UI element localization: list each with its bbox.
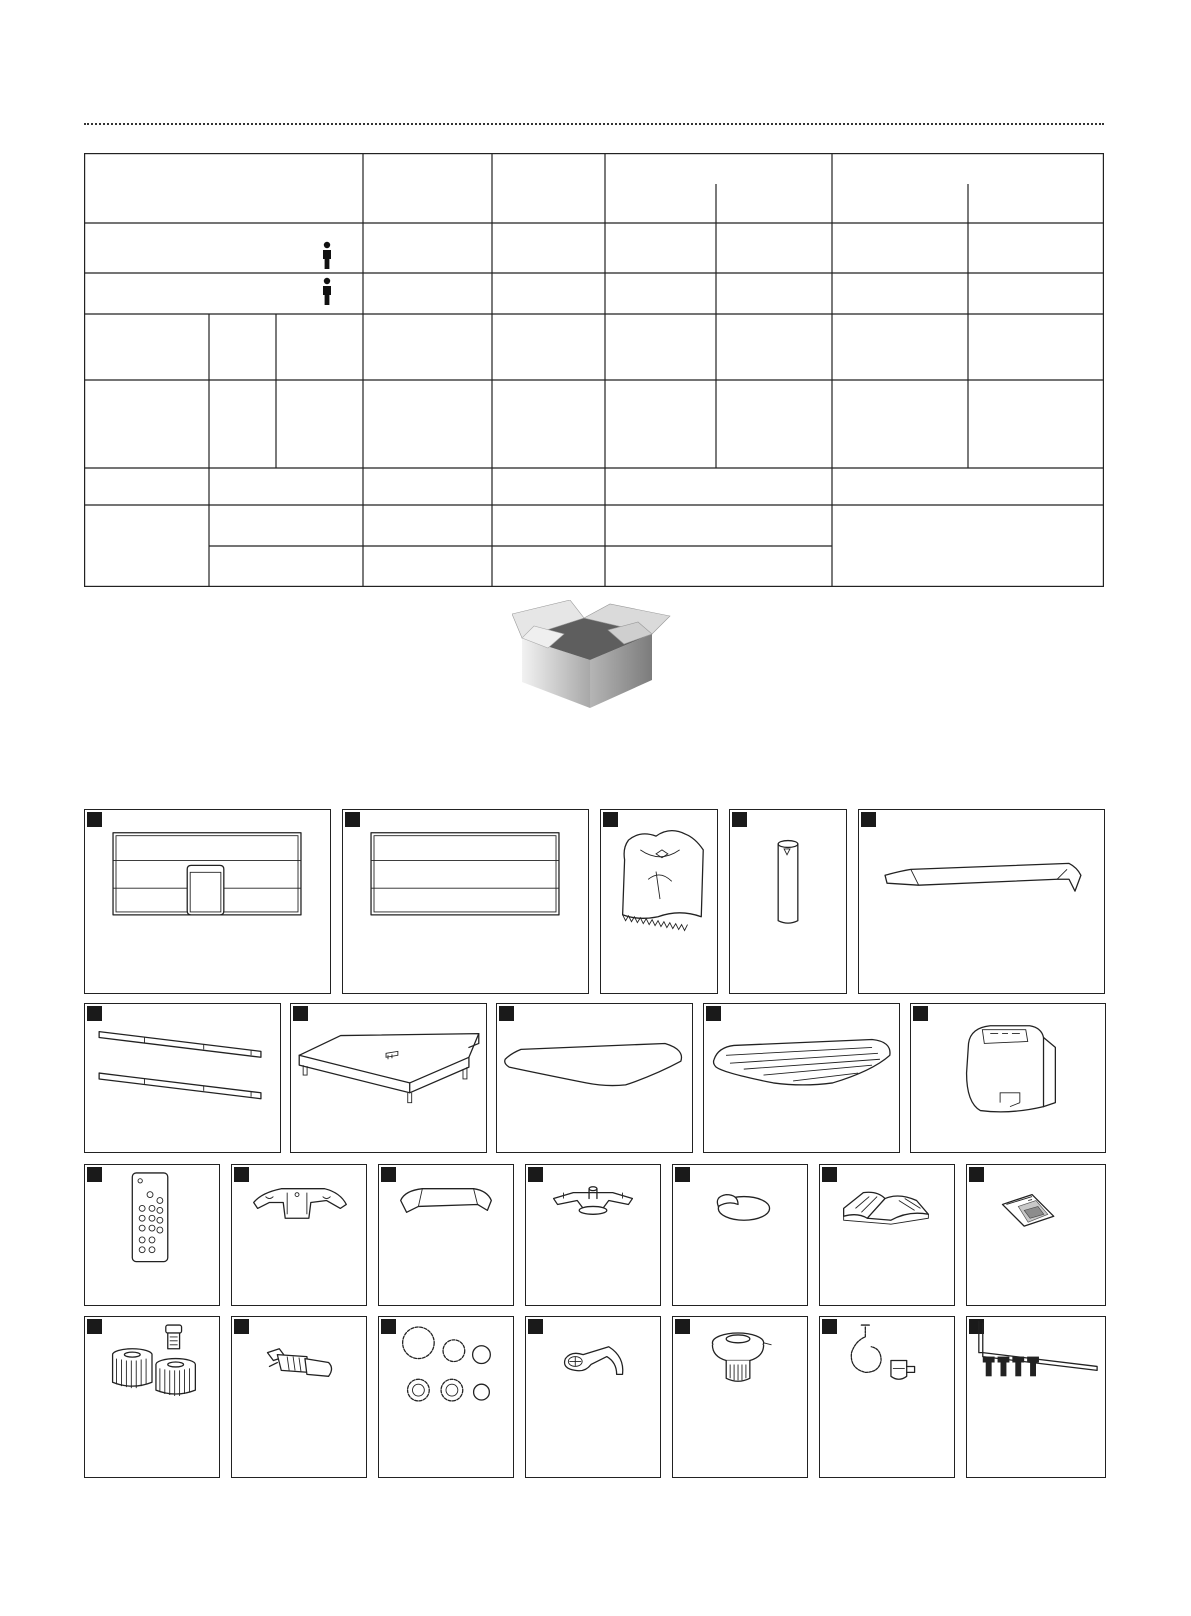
- spa-cover-icon: [291, 1004, 486, 1152]
- part-repair-patch: [672, 1164, 808, 1306]
- rolled-mat-icon: [730, 810, 846, 993]
- filter-cartridges-icon: [85, 1317, 219, 1477]
- manual-book-icon: [820, 1165, 954, 1305]
- open-box-icon: [512, 600, 674, 710]
- storage-bag-icon: [601, 810, 717, 993]
- part-folded-sheet: [858, 809, 1105, 994]
- valve-connector-icon: [232, 1317, 366, 1477]
- bracket-cap-icon: [526, 1165, 660, 1305]
- part-plugs-and-caps: [378, 1316, 514, 1478]
- part-ground-cloth: [496, 1003, 693, 1153]
- plugs-and-caps-icon: [379, 1317, 513, 1477]
- part-hex-key-and-bolts: [966, 1316, 1106, 1478]
- inflatable-lid-icon: [704, 1004, 899, 1152]
- part-warranty-bag: [966, 1164, 1106, 1306]
- part-valve-connector: [231, 1316, 367, 1478]
- corner-cap-b-icon: [379, 1165, 513, 1305]
- dotted-separator: [84, 123, 1104, 125]
- part-inflatable-lid: [703, 1003, 900, 1153]
- part-wrench-tool: [525, 1316, 661, 1478]
- spec-table-grid: [84, 153, 1104, 587]
- warranty-bag-icon: [967, 1165, 1105, 1305]
- part-spa-wall-panel: [342, 809, 589, 994]
- part-support-rails: [84, 1003, 281, 1153]
- part-corner-cap-b: [378, 1164, 514, 1306]
- part-rolled-mat: [729, 809, 847, 994]
- part-storage-bag: [600, 809, 718, 994]
- support-rails-icon: [85, 1004, 280, 1152]
- part-manual-book: [819, 1164, 955, 1306]
- part-corner-cap-a: [231, 1164, 367, 1306]
- corner-cap-a-icon: [232, 1165, 366, 1305]
- part-spa-wall-panel-with-window: [84, 809, 331, 994]
- chemical-floater-icon: [673, 1317, 807, 1477]
- folded-sheet-icon: [859, 810, 1104, 993]
- person-icon: [323, 278, 331, 305]
- part-filter-cartridges: [84, 1316, 220, 1478]
- remote-control-icon: [85, 1165, 219, 1305]
- part-spa-cover: [290, 1003, 487, 1153]
- hose-and-adapter-icon: [820, 1317, 954, 1477]
- part-chemical-floater: [672, 1316, 808, 1478]
- person-icon: [323, 242, 331, 269]
- control-unit-icon: [911, 1004, 1105, 1152]
- spec-table: [84, 153, 1104, 587]
- part-remote-control: [84, 1164, 220, 1306]
- part-hose-and-adapter: [819, 1316, 955, 1478]
- part-control-unit: [910, 1003, 1106, 1153]
- repair-patch-icon: [673, 1165, 807, 1305]
- ground-cloth-icon: [497, 1004, 692, 1152]
- spa-wall-panel-with-window-icon: [85, 810, 330, 993]
- hex-key-and-bolts-icon: [967, 1317, 1105, 1477]
- spa-wall-panel-icon: [343, 810, 588, 993]
- wrench-tool-icon: [526, 1317, 660, 1477]
- part-bracket-cap: [525, 1164, 661, 1306]
